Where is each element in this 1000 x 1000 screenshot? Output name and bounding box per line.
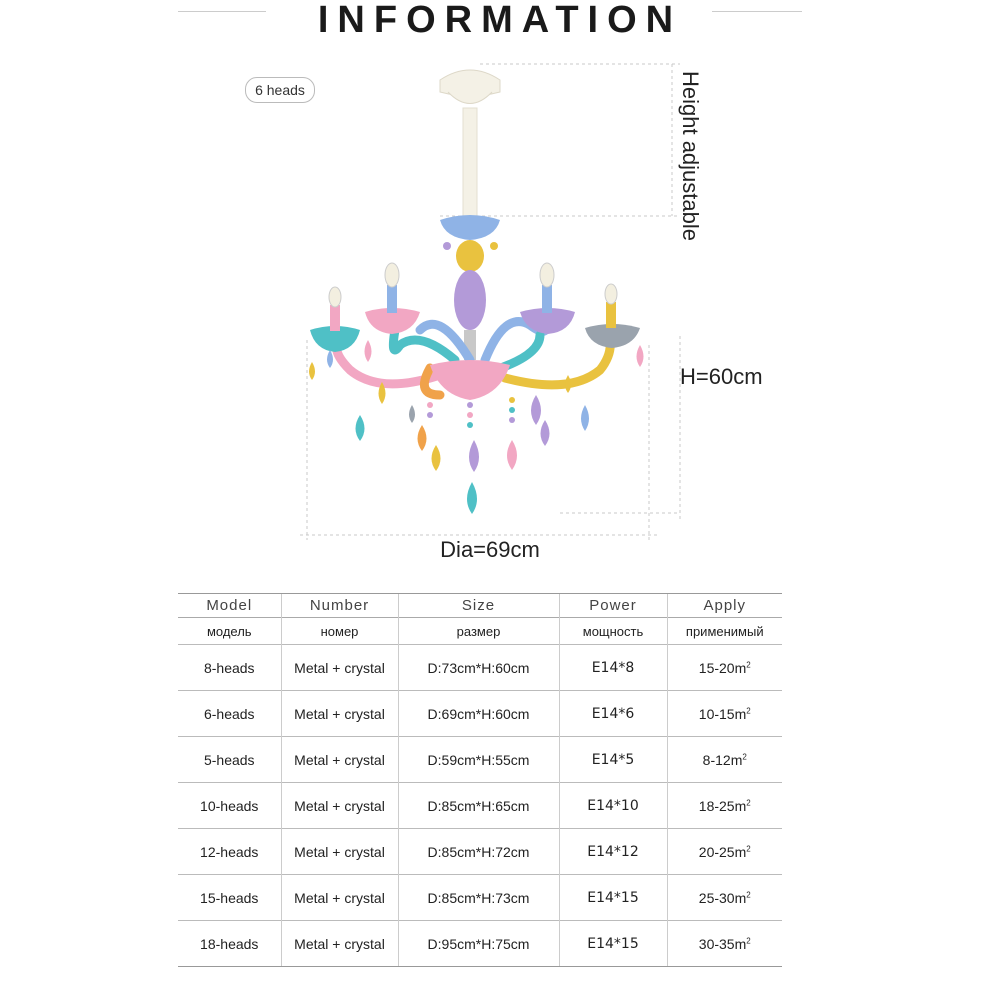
dimension-guides [300, 64, 680, 540]
cell-power: E14*8 [559, 645, 667, 691]
header-power-ru: мощность [559, 618, 667, 645]
cell-model: 6-heads [178, 691, 281, 737]
unit-superscript: 2 [746, 843, 751, 853]
cell-apply [667, 875, 782, 921]
cell-power: E14*15 [559, 921, 667, 967]
cell-power: E14*5 [559, 737, 667, 783]
table-row [178, 829, 782, 875]
heads-badge: 6 heads [245, 77, 315, 103]
table-row [178, 783, 782, 829]
cell-model: 10-heads [178, 783, 281, 829]
table-row [178, 921, 782, 967]
table-row [178, 645, 782, 691]
apply-value: 10-15m [698, 705, 747, 722]
unit-superscript: 2 [746, 889, 751, 899]
spec-table [178, 593, 782, 967]
header-model-ru: модель [178, 618, 281, 645]
cell-model: 5-heads [178, 737, 281, 783]
height-label: H=60cm [680, 364, 763, 389]
cell-number: Metal + crystal [281, 691, 398, 737]
cell-apply [667, 737, 782, 783]
header-power: Power [559, 594, 667, 618]
cell-size: D:85cm*H:65cm [398, 783, 559, 829]
diameter-label: Dia=69cm [440, 537, 540, 562]
table-row [178, 875, 782, 921]
apply-value: 15-20m [698, 659, 747, 676]
cell-number: Metal + crystal [281, 783, 398, 829]
cell-power: E14*10 [559, 783, 667, 829]
header-row-ru [178, 618, 782, 645]
header-size: Size [398, 594, 559, 618]
page-title: INFORMATION [317, 0, 683, 41]
cell-power: E14*12 [559, 829, 667, 875]
header-row-en [178, 594, 782, 618]
cell-model: 12-heads [178, 829, 281, 875]
cell-size: D:85cm*H:73cm [398, 875, 559, 921]
apply-value: 18-25m [698, 797, 747, 814]
cell-size: D:73cm*H:60cm [398, 645, 559, 691]
cell-power: E14*6 [559, 691, 667, 737]
apply-value: 8-12m [702, 751, 743, 768]
unit-superscript: 2 [746, 935, 751, 945]
unit-superscript: 2 [742, 751, 747, 761]
cell-number: Metal + crystal [281, 737, 398, 783]
cell-model: 18-heads [178, 921, 281, 967]
unit-superscript: 2 [746, 797, 751, 807]
cell-model: 15-heads [178, 875, 281, 921]
table-row [178, 691, 782, 737]
cell-size: D:85cm*H:72cm [398, 829, 559, 875]
cell-number: Metal + crystal [281, 921, 398, 967]
unit-superscript: 2 [746, 705, 751, 715]
cell-number: Metal + crystal [281, 829, 398, 875]
height-adjustable-label: Height adjustable [678, 70, 703, 241]
apply-value: 25-30m [698, 889, 747, 906]
cell-size: D:59cm*H:55cm [398, 737, 559, 783]
cell-apply [667, 829, 782, 875]
cell-power: E14*15 [559, 875, 667, 921]
cell-number: Metal + crystal [281, 645, 398, 691]
apply-value: 20-25m [698, 843, 747, 860]
header-size-ru: размер [398, 618, 559, 645]
cell-number: Metal + crystal [281, 875, 398, 921]
cell-size: D:69cm*H:60cm [398, 691, 559, 737]
cell-apply [667, 921, 782, 967]
header-model: Model [178, 594, 281, 618]
apply-value: 30-35m [698, 935, 747, 952]
header-apply-ru: применимый [667, 618, 782, 645]
cell-apply [667, 645, 782, 691]
cell-model: 8-heads [178, 645, 281, 691]
header-apply: Apply [667, 594, 782, 618]
cell-size: D:95cm*H:75cm [398, 921, 559, 967]
unit-superscript: 2 [746, 659, 751, 669]
cell-apply [667, 691, 782, 737]
header-number-ru: номер [281, 618, 398, 645]
table-row [178, 737, 782, 783]
header-number: Number [281, 594, 398, 618]
cell-apply [667, 783, 782, 829]
